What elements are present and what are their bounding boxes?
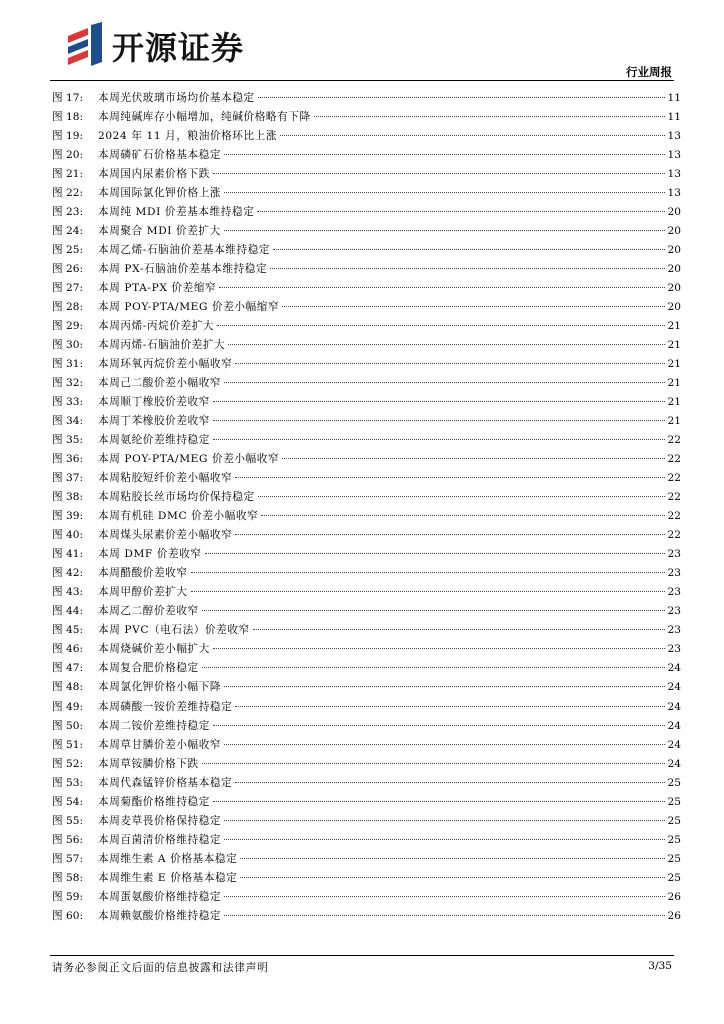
figure-number: 图 23: bbox=[52, 206, 84, 219]
figure-title: 本周麦草畏价格保持稳定 bbox=[98, 814, 222, 827]
toc-entry[interactable] bbox=[52, 602, 681, 621]
dot-leader bbox=[261, 515, 664, 516]
toc-entry[interactable] bbox=[52, 736, 681, 755]
toc-entry[interactable] bbox=[52, 888, 681, 907]
brand-name: 开源证券 bbox=[112, 29, 245, 67]
figure-number: 图 48: bbox=[52, 681, 84, 694]
figure-page-number: 22 bbox=[667, 434, 681, 447]
toc-entry[interactable] bbox=[52, 621, 681, 640]
dot-leader bbox=[224, 192, 664, 193]
figure-page-number: 20 bbox=[667, 263, 681, 276]
toc-entry[interactable] bbox=[52, 127, 681, 146]
figure-title: 本周国际氯化钾价格上涨 bbox=[98, 187, 222, 200]
figure-page-number: 23 bbox=[667, 605, 681, 618]
toc-entry[interactable] bbox=[52, 678, 681, 697]
figure-title: 本周草甘膦价差小幅收窄 bbox=[98, 738, 222, 751]
dot-leader bbox=[224, 896, 664, 897]
dot-leader bbox=[213, 648, 665, 649]
figure-number: 图 49: bbox=[52, 700, 84, 713]
figure-number: 图 57: bbox=[52, 852, 84, 865]
toc-entry[interactable] bbox=[52, 450, 681, 469]
dot-leader bbox=[228, 344, 664, 345]
toc-entry[interactable] bbox=[52, 831, 681, 850]
toc-entry[interactable] bbox=[52, 336, 681, 355]
figure-title: 本周草铵膦价格下跌 bbox=[98, 757, 199, 770]
figure-number: 图 52: bbox=[52, 757, 84, 770]
figure-title: 本周甲醇价差扩大 bbox=[98, 586, 188, 599]
toc-entry[interactable] bbox=[52, 545, 681, 564]
figure-page-number: 13 bbox=[667, 130, 681, 143]
dot-leader bbox=[213, 173, 665, 174]
dot-leader bbox=[224, 744, 664, 745]
figure-title: 本周烧碱价差小幅扩大 bbox=[98, 643, 210, 656]
toc-entry[interactable] bbox=[52, 108, 681, 127]
figure-title: 本周赖氨酸价格维持稳定 bbox=[98, 909, 222, 922]
dot-leader bbox=[213, 420, 665, 421]
dot-leader bbox=[240, 858, 664, 859]
figure-title: 本周粘胶短纤价差小幅收窄 bbox=[98, 472, 233, 485]
figure-page-number: 11 bbox=[667, 92, 681, 104]
figure-page-number: 24 bbox=[667, 681, 681, 694]
toc-entry[interactable] bbox=[52, 850, 681, 869]
toc-entry[interactable] bbox=[52, 774, 681, 793]
toc-entry[interactable] bbox=[52, 374, 681, 393]
dot-leader bbox=[224, 230, 665, 231]
figure-page-number: 26 bbox=[667, 909, 681, 922]
toc-entry[interactable] bbox=[52, 412, 681, 431]
figure-number: 图 41: bbox=[52, 548, 84, 561]
figure-title: 本周 PTA-PX 价差缩窄 bbox=[98, 282, 217, 295]
figure-title: 本周 PX-石脑油价差基本维持稳定 bbox=[98, 263, 268, 276]
figure-title: 本周维生素 A 价格基本稳定 bbox=[98, 852, 238, 865]
figure-title: 本周丙烯-石脑油价差扩大 bbox=[98, 339, 226, 352]
dot-leader bbox=[202, 610, 665, 611]
toc-entry[interactable] bbox=[52, 755, 681, 774]
toc-entry[interactable] bbox=[52, 393, 681, 412]
figure-number: 图 39: bbox=[52, 510, 84, 523]
figure-title: 本周氯化钾价格小幅下降 bbox=[98, 681, 222, 694]
figure-number: 图 38: bbox=[52, 491, 84, 504]
header-divider bbox=[50, 80, 674, 81]
figure-number: 图 50: bbox=[52, 719, 84, 732]
figure-number: 图 43: bbox=[52, 586, 84, 599]
figure-title: 本周煤头尿素价差小幅收窄 bbox=[98, 529, 233, 542]
dot-leader bbox=[213, 801, 665, 802]
dot-leader bbox=[235, 363, 664, 364]
dot-leader bbox=[282, 306, 664, 307]
figure-title: 本周 PVC（电石法）价差收窄 bbox=[98, 624, 250, 637]
dot-leader bbox=[224, 915, 664, 916]
dot-leader bbox=[282, 458, 664, 459]
figure-number: 图 54: bbox=[52, 795, 84, 808]
page-number: 3/35 bbox=[648, 960, 672, 972]
toc-entry[interactable] bbox=[52, 431, 681, 450]
figure-title: 本周光伏玻璃市场均价基本稳定 bbox=[98, 92, 255, 104]
figure-page-number: 22 bbox=[667, 453, 681, 466]
figure-title: 本周聚合 MDI 价差扩大 bbox=[98, 225, 221, 238]
toc-entry[interactable] bbox=[52, 203, 681, 222]
dot-leader bbox=[217, 325, 664, 326]
toc-entry[interactable] bbox=[52, 907, 681, 926]
figure-page-number: 25 bbox=[667, 871, 681, 884]
toc-entry[interactable] bbox=[52, 222, 681, 241]
toc-entry[interactable] bbox=[52, 260, 681, 279]
figure-number: 图 21: bbox=[52, 168, 84, 181]
figure-number: 图 40: bbox=[52, 529, 84, 542]
figure-number: 图 46: bbox=[52, 643, 84, 656]
dot-leader bbox=[235, 534, 664, 535]
figure-page-number: 24 bbox=[667, 719, 681, 732]
figure-page-number: 11 bbox=[667, 111, 681, 124]
figure-title: 本周菊酯价格维持稳定 bbox=[98, 795, 210, 808]
toc-entry[interactable] bbox=[52, 298, 681, 317]
toc-entry[interactable] bbox=[52, 317, 681, 336]
figure-page-number: 25 bbox=[667, 795, 681, 808]
figure-page-number: 21 bbox=[667, 396, 681, 409]
footer-disclaimer: 请务必参阅正文后面的信息披露和法律声明 bbox=[52, 962, 269, 974]
dot-leader bbox=[191, 591, 665, 592]
figure-page-number: 23 bbox=[667, 643, 681, 656]
figure-page-number: 20 bbox=[667, 301, 681, 314]
figure-number: 图 58: bbox=[52, 871, 84, 884]
toc-entry[interactable] bbox=[52, 717, 681, 736]
toc-entry[interactable] bbox=[52, 146, 681, 165]
dot-leader bbox=[205, 553, 665, 554]
dot-leader bbox=[253, 629, 665, 630]
figure-page-number: 20 bbox=[667, 206, 681, 219]
dot-leader bbox=[258, 496, 665, 497]
figure-page-number: 13 bbox=[667, 187, 681, 200]
figure-page-number: 20 bbox=[667, 282, 681, 295]
figure-title: 本周顺丁橡胶价差收窄 bbox=[98, 396, 210, 409]
dot-leader bbox=[224, 820, 664, 821]
dot-leader bbox=[314, 116, 665, 117]
dot-leader bbox=[270, 268, 664, 269]
dot-leader bbox=[235, 477, 664, 478]
figure-number: 图 44: bbox=[52, 605, 84, 618]
figure-title: 本周环氧丙烷价差小幅收窄 bbox=[98, 358, 233, 371]
figure-number: 图 59: bbox=[52, 890, 84, 903]
figure-number: 图 31: bbox=[52, 358, 84, 371]
dot-leader bbox=[224, 839, 664, 840]
figure-title: 本周国内尿素价格下跌 bbox=[98, 168, 210, 181]
figure-number: 图 27: bbox=[52, 282, 84, 295]
footer-divider bbox=[50, 955, 674, 956]
figure-number: 图 30: bbox=[52, 339, 84, 352]
figure-title: 本周纯碱库存小幅增加，纯碱价格略有下降 bbox=[98, 111, 311, 124]
figure-title: 本周百菌清价格维持稳定 bbox=[98, 833, 222, 846]
figure-number: 图 33: bbox=[52, 396, 84, 409]
kaiyuan-logo-icon bbox=[64, 22, 104, 66]
figure-page-number: 22 bbox=[667, 510, 681, 523]
figure-title: 本周 POY-PTA/MEG 价差小幅缩窄 bbox=[98, 301, 280, 314]
figure-title: 本周磷酸一铵价差维持稳定 bbox=[98, 700, 233, 713]
figure-title: 本周丁苯橡胶价差收窄 bbox=[98, 415, 210, 428]
figure-page-number: 21 bbox=[667, 377, 681, 390]
figure-number: 图 37: bbox=[52, 472, 84, 485]
dot-leader bbox=[213, 725, 665, 726]
figure-page-number: 21 bbox=[667, 320, 681, 333]
figure-title: 本周磷矿石价格基本稳定 bbox=[98, 149, 222, 162]
figure-number: 图 35: bbox=[52, 434, 84, 447]
figure-page-number: 22 bbox=[667, 491, 681, 504]
toc-entry[interactable] bbox=[52, 640, 681, 659]
figure-number: 图 56: bbox=[52, 833, 84, 846]
figure-title: 本周丙烯-丙烷价差扩大 bbox=[98, 320, 215, 333]
figure-number: 图 34: bbox=[52, 415, 84, 428]
figure-page-number: 22 bbox=[667, 529, 681, 542]
figure-title: 本周乙烯-石脑油价差基本维持稳定 bbox=[98, 244, 271, 257]
figure-page-number: 20 bbox=[667, 244, 681, 257]
dot-leader bbox=[240, 877, 664, 878]
figure-number: 图 19: bbox=[52, 130, 84, 143]
toc-entry[interactable] bbox=[52, 241, 681, 260]
toc-entry[interactable] bbox=[52, 583, 681, 602]
dot-leader bbox=[235, 782, 664, 783]
figure-title: 本周维生素 E 价格基本稳定 bbox=[98, 871, 238, 884]
figure-page-number: 25 bbox=[667, 833, 681, 846]
figure-number: 图 24: bbox=[52, 225, 84, 238]
toc-entry[interactable] bbox=[52, 279, 681, 298]
figure-title: 本周二铵价差维持稳定 bbox=[98, 719, 210, 732]
figure-title: 本周复合肥价格稳定 bbox=[98, 662, 199, 675]
toc-entry[interactable] bbox=[52, 355, 681, 374]
figure-number: 图 60: bbox=[52, 909, 84, 922]
dot-leader bbox=[224, 686, 664, 687]
figure-number: 图 25: bbox=[52, 244, 84, 257]
figure-page-number: 25 bbox=[667, 776, 681, 789]
figure-page-number: 13 bbox=[667, 149, 681, 162]
toc-entry[interactable] bbox=[52, 812, 681, 831]
figure-number: 图 55: bbox=[52, 814, 84, 827]
figure-page-number: 25 bbox=[667, 814, 681, 827]
toc-entry[interactable] bbox=[52, 89, 681, 108]
figure-title: 2024 年 11 月，粮油价格环比上涨 bbox=[98, 130, 278, 143]
figure-number: 图 32: bbox=[52, 377, 84, 390]
figure-list bbox=[52, 89, 681, 926]
dot-leader bbox=[202, 667, 665, 668]
figure-number: 图 28: bbox=[52, 301, 84, 314]
figure-number: 图 47: bbox=[52, 662, 84, 675]
dot-leader bbox=[224, 154, 664, 155]
figure-title: 本周乙二醇价差收窄 bbox=[98, 605, 199, 618]
figure-title: 本周粘胶长丝市场均价保持稳定 bbox=[98, 491, 255, 504]
dot-leader bbox=[273, 249, 664, 250]
toc-entry[interactable] bbox=[52, 526, 681, 545]
toc-entry[interactable] bbox=[52, 698, 681, 717]
figure-page-number: 24 bbox=[667, 738, 681, 751]
figure-number: 图 53: bbox=[52, 776, 84, 789]
toc-entry[interactable] bbox=[52, 564, 681, 583]
figure-number: 图 45: bbox=[52, 624, 84, 637]
dot-leader bbox=[258, 97, 665, 98]
figure-title: 本周己二酸价差小幅收窄 bbox=[98, 377, 222, 390]
dot-leader bbox=[191, 572, 665, 573]
page-header bbox=[0, 0, 724, 82]
figure-page-number: 21 bbox=[667, 339, 681, 352]
figure-page-number: 21 bbox=[667, 358, 681, 371]
figure-page-number: 23 bbox=[667, 586, 681, 599]
figure-page-number: 26 bbox=[667, 890, 681, 903]
figure-page-number: 21 bbox=[667, 415, 681, 428]
figure-page-number: 20 bbox=[667, 225, 681, 238]
dot-leader bbox=[235, 706, 664, 707]
figure-title: 本周有机硅 DMC 价差小幅收窄 bbox=[98, 510, 259, 523]
toc-entry[interactable] bbox=[52, 469, 681, 488]
dot-leader bbox=[280, 135, 664, 136]
figure-page-number: 24 bbox=[667, 662, 681, 675]
figure-number: 图 26: bbox=[52, 263, 84, 276]
figure-title: 本周纯 MDI 价差基本维持稳定 bbox=[98, 206, 255, 219]
dot-leader bbox=[257, 211, 664, 212]
figure-title: 本周蛋氨酸价格维持稳定 bbox=[98, 890, 222, 903]
figure-number: 图 20: bbox=[52, 149, 84, 162]
figure-page-number: 24 bbox=[667, 757, 681, 770]
figure-number: 图 29: bbox=[52, 320, 84, 333]
figure-number: 图 22: bbox=[52, 187, 84, 200]
figure-page-number: 25 bbox=[667, 852, 681, 865]
figure-number: 图 42: bbox=[52, 567, 84, 580]
figure-page-number: 23 bbox=[667, 567, 681, 580]
toc-entry[interactable] bbox=[52, 507, 681, 526]
figure-title: 本周 DMF 价差收窄 bbox=[98, 548, 202, 561]
toc-entry[interactable] bbox=[52, 165, 681, 184]
toc-entry[interactable] bbox=[52, 488, 681, 507]
figure-number: 图 51: bbox=[52, 738, 84, 751]
figure-number: 图 17: bbox=[52, 92, 84, 104]
dot-leader bbox=[219, 287, 664, 288]
figure-number: 图 36: bbox=[52, 453, 84, 466]
toc-entry[interactable] bbox=[52, 659, 681, 678]
figure-title: 本周 POY-PTA/MEG 价差小幅收窄 bbox=[98, 453, 280, 466]
figure-title: 本周醋酸价差收窄 bbox=[98, 567, 188, 580]
figure-page-number: 23 bbox=[667, 548, 681, 561]
dot-leader bbox=[213, 439, 665, 440]
figure-title: 本周氨纶价差维持稳定 bbox=[98, 434, 210, 447]
dot-leader bbox=[213, 401, 665, 402]
figure-number: 图 18: bbox=[52, 111, 84, 124]
figure-page-number: 23 bbox=[667, 624, 681, 637]
figure-page-number: 24 bbox=[667, 700, 681, 713]
toc-entry[interactable] bbox=[52, 793, 681, 812]
report-type-label: 行业周报 bbox=[626, 65, 672, 79]
figure-page-number: 22 bbox=[667, 472, 681, 485]
figure-page-number: 13 bbox=[667, 168, 681, 181]
toc-entry[interactable] bbox=[52, 184, 681, 203]
figure-title: 本周代森锰锌价格基本稳定 bbox=[98, 776, 233, 789]
dot-leader bbox=[202, 763, 665, 764]
dot-leader bbox=[224, 382, 664, 383]
toc-entry[interactable] bbox=[52, 869, 681, 888]
